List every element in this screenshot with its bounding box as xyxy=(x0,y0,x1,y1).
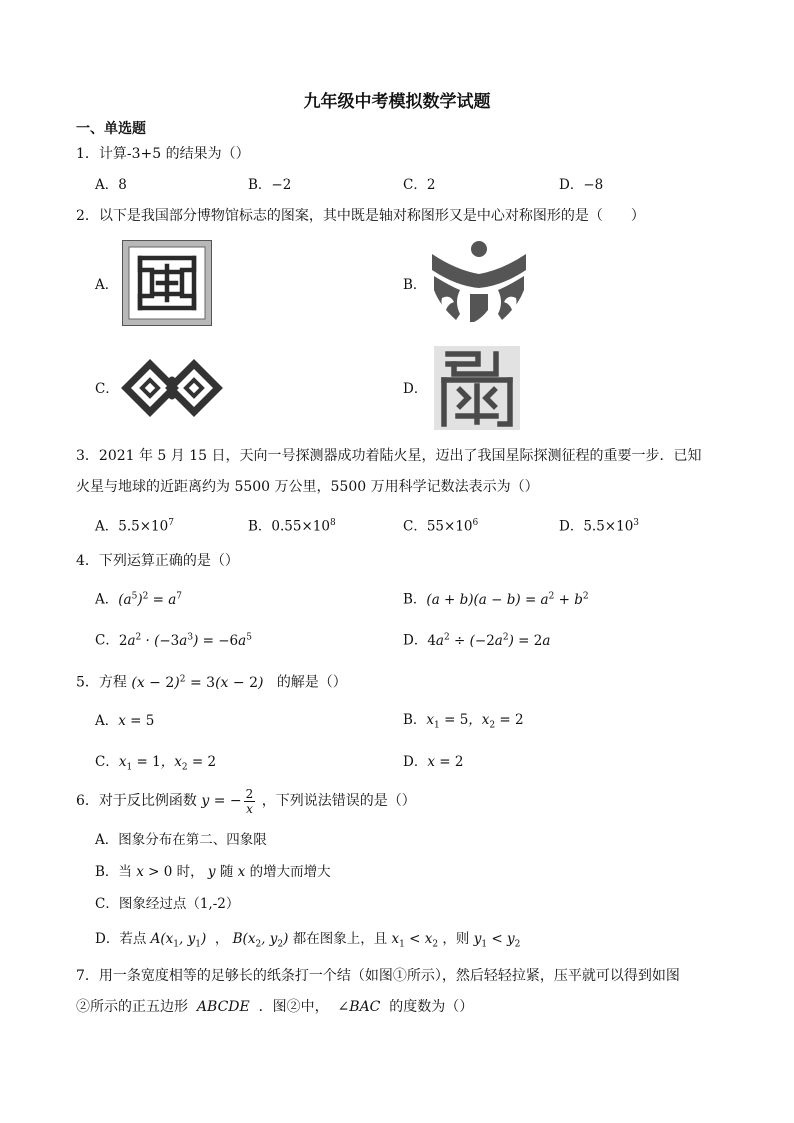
q3-option-d-value: 5.5×10 xyxy=(583,518,634,535)
interlocked-knot-logo-icon xyxy=(120,350,224,426)
q6-stem: 6．对于反比例函数 y = − $\frac{2}{x}$ ，下列说法错误的是（） xyxy=(76,786,416,816)
page-title: 九年级中考模拟数学试题 xyxy=(303,92,491,112)
q6-option-d[interactable]: D．若点 $A(x_1$, $y_1$) ， $B(x_2$, $y_2$) 都在图象上，且 $x_1 < x_2$ ，则 $y_1 < y_2$ xyxy=(95,931,521,950)
q1-stem: 1．计算-3+5 的结果为（） xyxy=(76,146,250,162)
q3-option-c-value: 55×10 xyxy=(426,518,473,535)
q2-option-a-label[interactable]: A． xyxy=(95,277,119,293)
q3-option-c[interactable]: C．$55\times 10^6$ xyxy=(403,518,479,535)
ancient-seal-character-icon xyxy=(434,346,520,430)
q3-option-a[interactable]: A．$5.5\times 10^7$ xyxy=(95,518,174,535)
q2-option-c-label[interactable]: C． xyxy=(95,381,119,397)
q1-option-d[interactable]: D．−8 xyxy=(559,177,604,193)
q5-option-d[interactable]: D．x = 2 xyxy=(403,754,464,770)
q5-option-b[interactable]: B．$x_1 = 5$，$x_2 = 2$ xyxy=(403,712,524,731)
q2-stem: 2．以下是我国部分博物馆标志的图案，其中既是轴对称图形又是中心对称图形的是（ ） xyxy=(76,208,645,224)
q2-option-b-label[interactable]: B． xyxy=(403,277,427,293)
q3-option-d[interactable]: D．$5.5\times 10^3$ xyxy=(559,518,640,535)
q7-line1: 7．用一条宽度相等的足够长的纸条打一个结（如图①所示），然后轻轻拉紧，压平就可以得到如图 xyxy=(76,968,680,984)
q6-option-a[interactable]: A．图象分布在第二、四象限 xyxy=(95,832,267,848)
q6-option-c[interactable]: C．图象经过点（1,-2） xyxy=(95,896,240,912)
q4-stem: 4．下列运算正确的是（） xyxy=(76,553,239,569)
section-heading: 一、单选题 xyxy=(76,121,146,137)
q3-option-b[interactable]: B．$0.55\times 10^8$ xyxy=(248,518,336,535)
framed-seal-logo-icon xyxy=(122,240,212,326)
q1-option-a[interactable]: A．8 xyxy=(95,177,127,193)
q1-option-b[interactable]: B．−2 xyxy=(248,177,292,193)
q3-stem-line2: 火星与地球的近距离约为 5500 万公里，5500 万用科学记数法表示为（） xyxy=(76,479,539,495)
q3-option-b-value: 0.55×10 xyxy=(271,518,330,535)
q4-option-c[interactable]: C．$2a^2 \cdot (-3a^3) = -6a^5$ xyxy=(95,632,252,649)
q5-stem: 5．方程 $(x - 2)^2 = 3(x - 2)$ 的解是（） xyxy=(76,674,347,691)
q3-option-a-value: 5.5×10 xyxy=(118,518,169,535)
q4-option-d[interactable]: D．$4a^2 \div (-2a^2) = 2a$ xyxy=(403,632,551,649)
q5-option-a[interactable]: A．x = 5 xyxy=(95,713,155,729)
q4-option-a[interactable]: A．$(a^5)^2 = a^7$ xyxy=(95,591,183,608)
q2-option-d-label[interactable]: D． xyxy=(403,381,428,397)
q4-option-b[interactable]: B．$(a + b)(a - b) = a^2 + b^2$ xyxy=(403,591,589,608)
q3-stem-line1: 3．2021 年 5 月 15 日，天向一号探测器成功着陆火星，迈出了我国星际探测征程的重要一步．已知 xyxy=(76,448,702,464)
q6-option-b[interactable]: B．当 x > 0 时， y 随 x 的增大而增大 xyxy=(95,864,331,880)
trefoil-cloud-logo-icon xyxy=(430,240,528,322)
q5-option-c[interactable]: C．$x_1 = 1$，$x_2 = 2$ xyxy=(95,754,217,773)
q7-line2: ②所示的正五边形 ABCDE ．图②中， ∠BAC 的度数为（） xyxy=(76,999,474,1015)
q1-option-c[interactable]: C．2 xyxy=(403,177,436,193)
